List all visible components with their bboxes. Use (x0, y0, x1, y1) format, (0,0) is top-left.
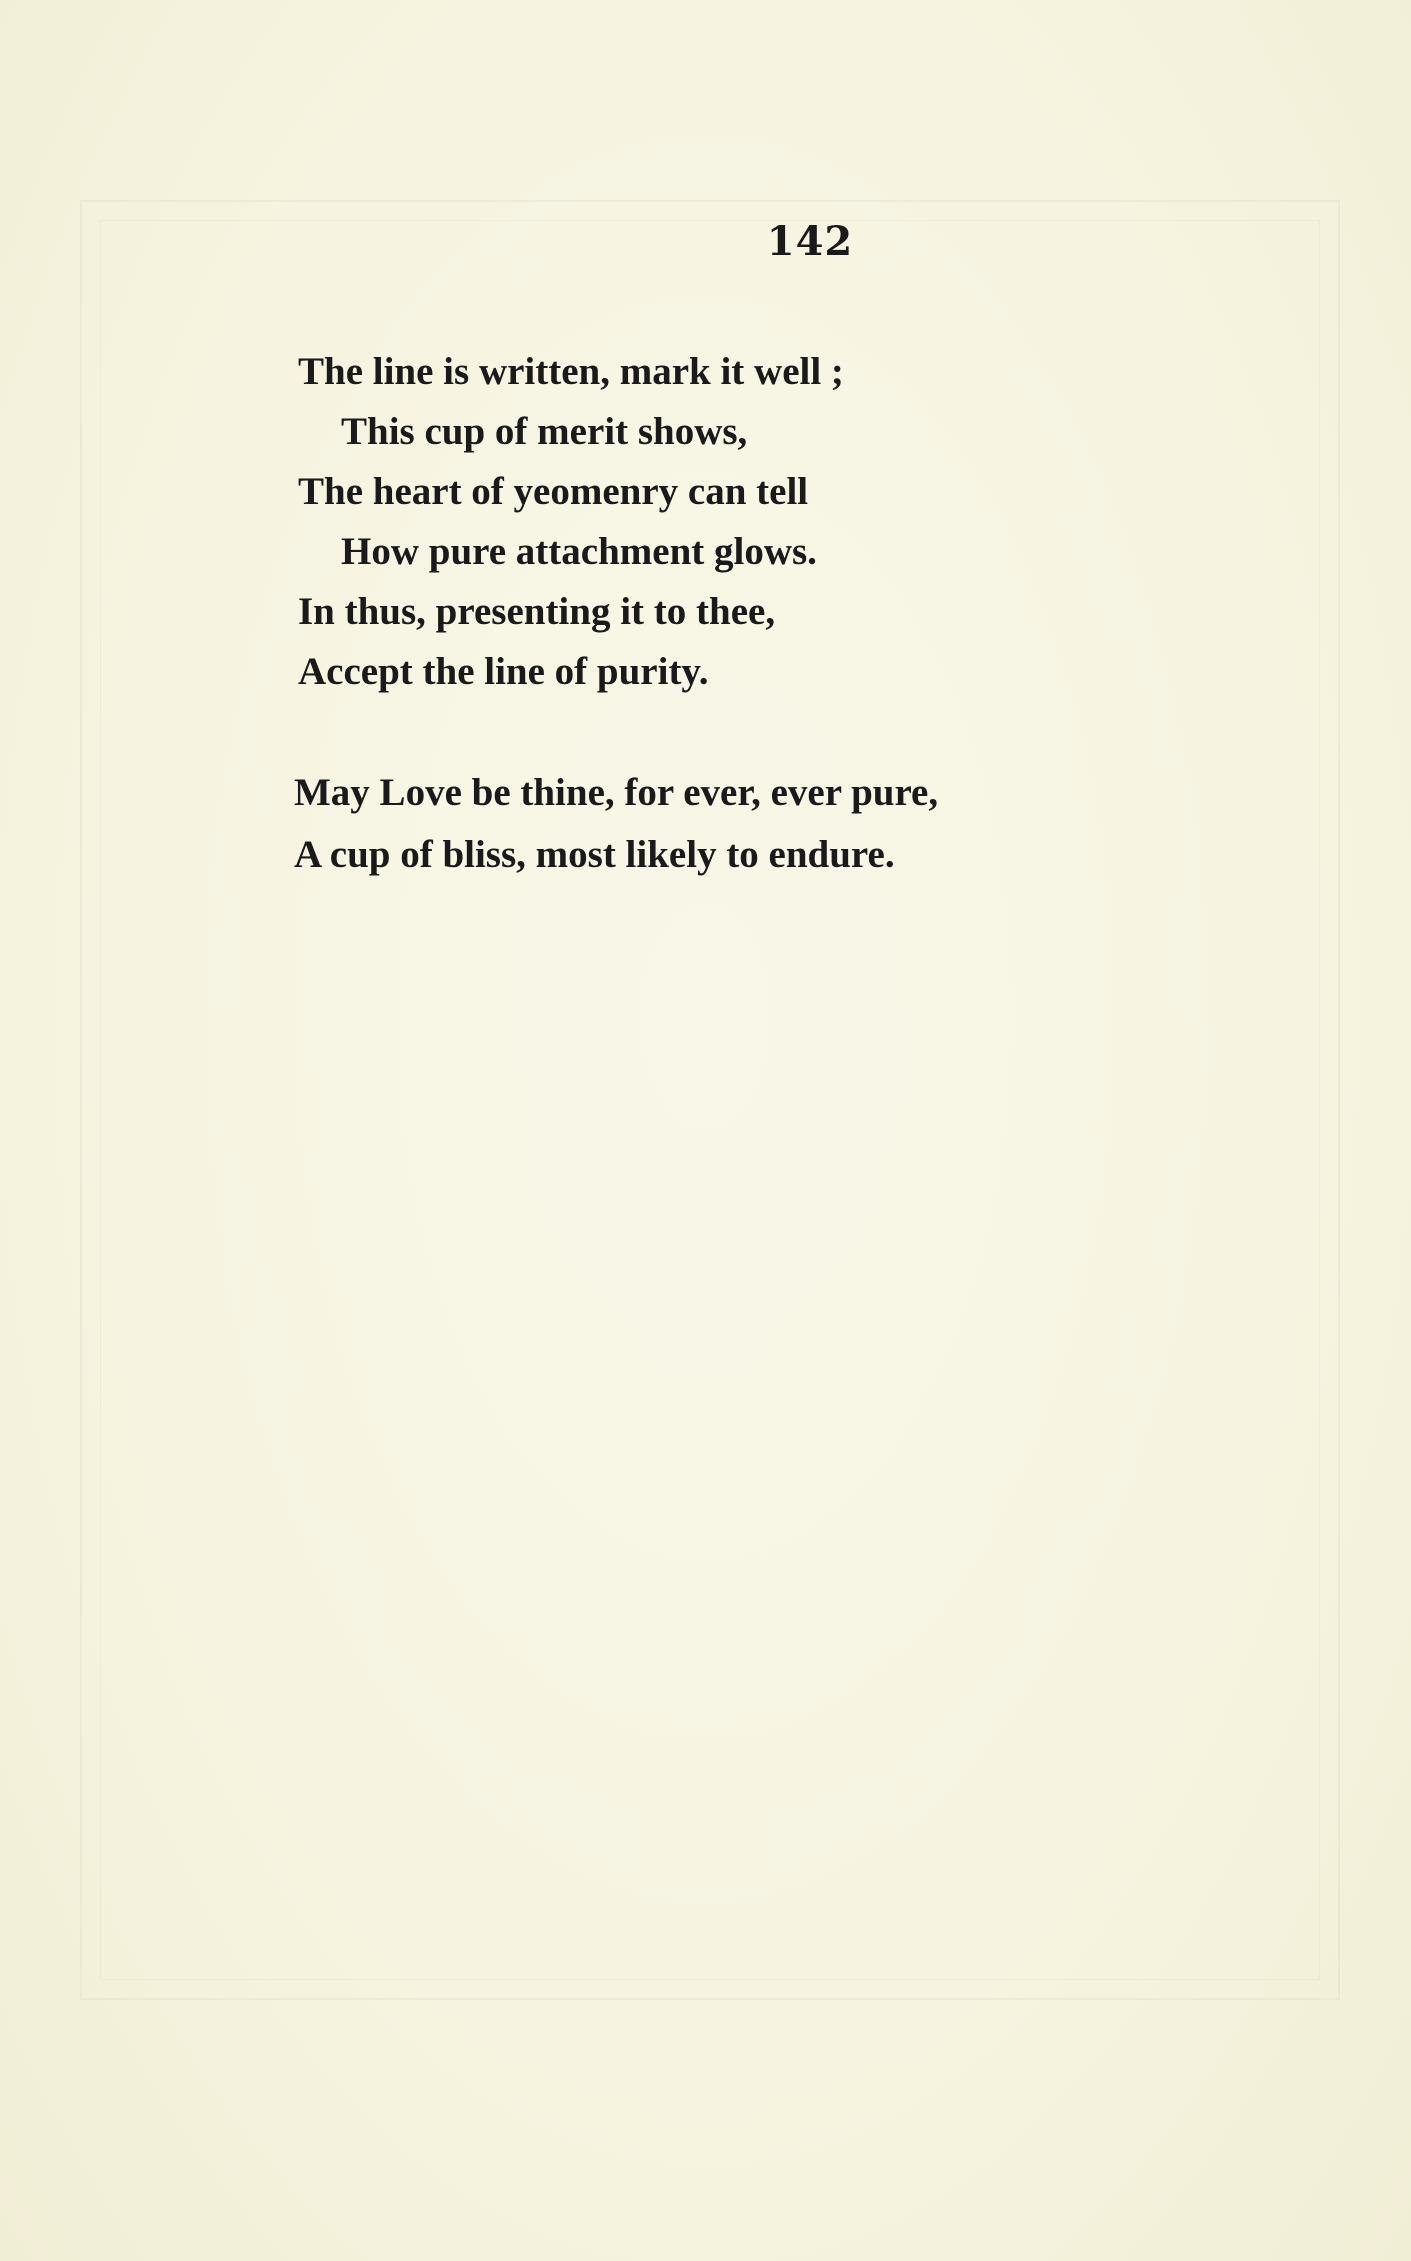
poem-line: Accept the line of purity. (298, 650, 709, 693)
page-number: 142 (766, 218, 854, 265)
couplet-line: A cup of bliss, most likely to endure. (294, 833, 895, 876)
poem-stanza (298, 342, 1198, 702)
poem-line: This cup of merit shows, (341, 410, 748, 453)
couplet-line: May Love be thine, for ever, ever pure, (294, 771, 939, 814)
poem-line: In thus, presenting it to thee, (298, 590, 776, 633)
poem-line: The heart of yeomenry can tell (298, 470, 809, 513)
closing-couplet (294, 762, 1194, 886)
poem-line: How pure attachment glows. (341, 530, 817, 573)
poem-line: The line is written, mark it well ; (298, 350, 844, 393)
